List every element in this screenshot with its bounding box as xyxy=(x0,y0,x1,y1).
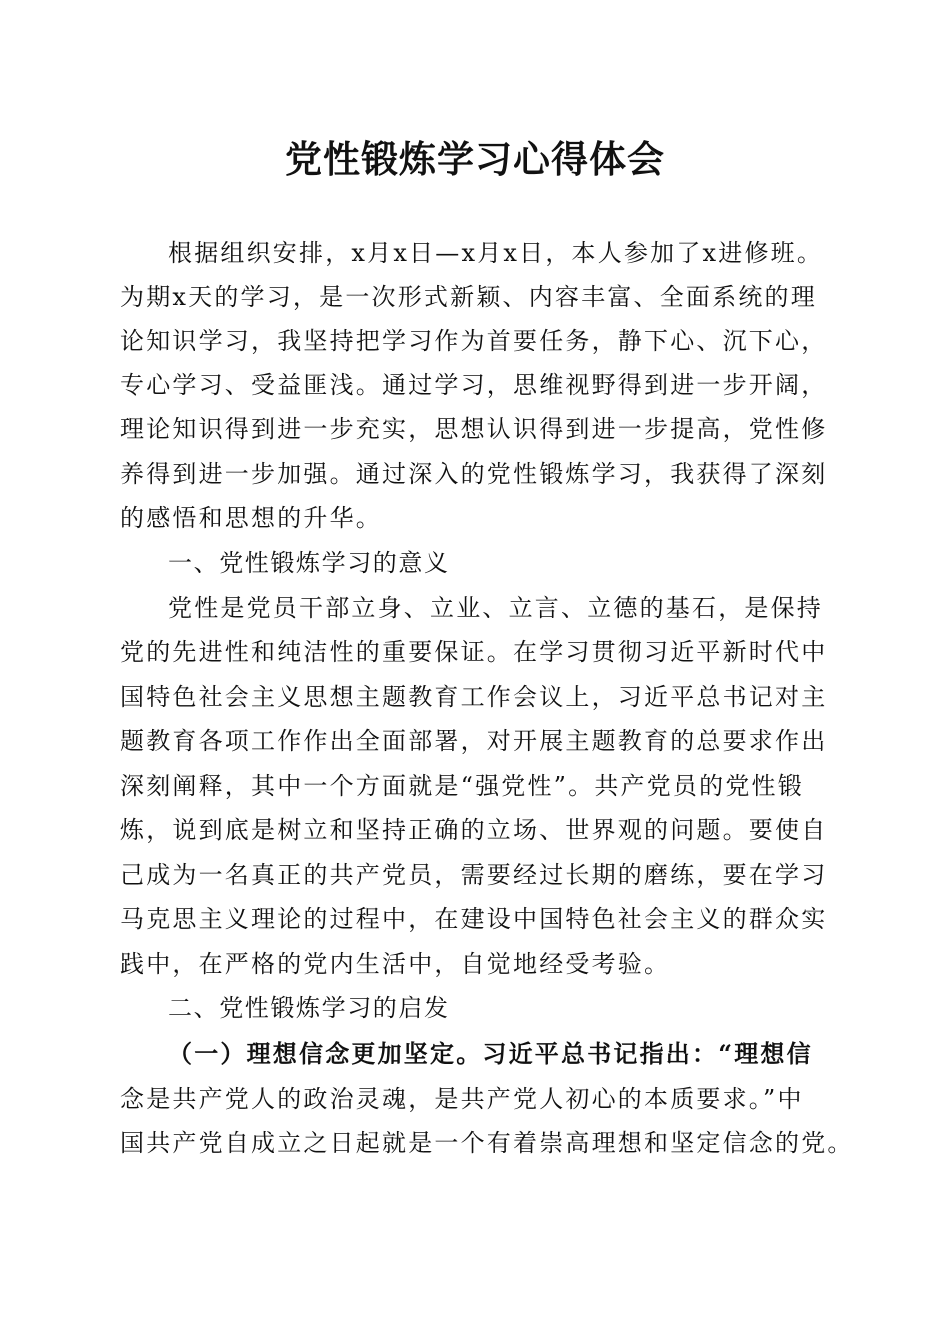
paragraph-line: 养得到进一步加强。通过深入的党性锻炼学习，我获得了深刻 xyxy=(120,460,828,488)
paragraph-line: 己成为一名真正的共产党员，需要经过长期的磨练，要在学习 xyxy=(120,861,828,889)
paragraph-line: 国特色社会主义思想主题教育工作会议上，习近平总书记对主 xyxy=(120,683,828,711)
paragraph-line: 为期x天的学习，是一次形式新颖、内容丰富、全面系统的理 xyxy=(120,283,817,311)
section-heading: 二、党性锻炼学习的启发 xyxy=(168,994,450,1022)
paragraph-line: 的感悟和思想的升华。 xyxy=(120,504,382,532)
section-heading: 一、党性锻炼学习的意义 xyxy=(168,549,450,577)
paragraph-line: （一）理想信念更加坚定。习近平总书记指出：“理想信 xyxy=(168,1039,813,1068)
paragraph-line: 党的先进性和纯洁性的重要保证。在学习贯彻习近平新时代中 xyxy=(120,638,828,666)
paragraph-line: 炼，说到底是树立和坚持正确的立场、世界观的问题。要使自 xyxy=(120,816,828,844)
paragraph-line: 念是共产党人的政治灵魂，是共产党人初心的本质要求。”中 xyxy=(120,1085,804,1113)
paragraph-line: 党性是党员干部立身、立业、立言、立德的基石，是保持 xyxy=(168,594,823,622)
paragraph-line: 深刻阐释，其中一个方面就是“强党性”。共产党员的党性锻 xyxy=(120,772,804,800)
paragraph-line: 专心学习、受益匪浅。通过学习，思维视野得到进一步开阔， xyxy=(120,371,828,399)
paragraph-line: 国共产党自成立之日起就是一个有着崇高理想和坚定信念的党。 xyxy=(120,1129,854,1157)
paragraph-line: 根据组织安排，x月x日—x月x日，本人参加了x进修班。 xyxy=(168,239,824,267)
paragraph-line: 论知识学习，我坚持把学习作为首要任务，静下心、沉下心， xyxy=(120,327,828,355)
paragraph-line: 理论知识得到进一步充实，思想认识得到进一步提高，党性修 xyxy=(120,415,828,443)
paragraph-line: 马克思主义理论的过程中，在建设中国特色社会主义的群众实 xyxy=(120,905,828,933)
document-title: 党性锻炼学习心得体会 xyxy=(285,138,665,181)
paragraph-line: 题教育各项工作作出全面部署，对开展主题教育的总要求作出 xyxy=(120,727,828,755)
paragraph-line: 践中，在严格的党内生活中，自觉地经受考验。 xyxy=(120,950,671,978)
